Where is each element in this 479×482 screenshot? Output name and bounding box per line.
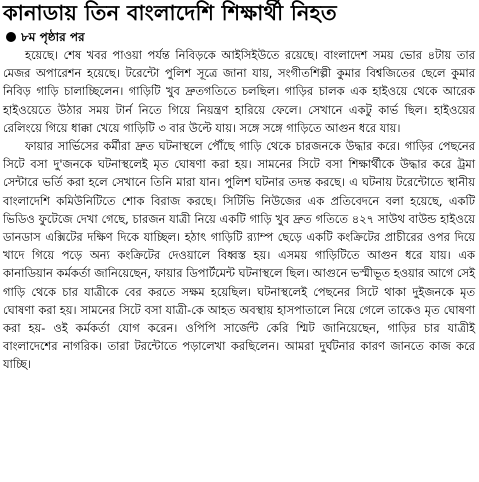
- article-headline: কানাডায় তিন বাংলাদেশি শিক্ষার্থী নিহত: [3, 1, 337, 25]
- continued-from-line: [6, 28, 477, 46]
- article-body: [2, 46, 477, 374]
- article-paragraph: ফায়ার সার্ভিসের কর্মীরা দ্রুত ঘটনাস্থলে পৌঁছে গাড়ি থেকে চারজনকে উদ্ধার করে। গাড়ির পেছনের সিটে বসা দু'জনকে ঘটনাস্থলেই মৃত ঘোষণা করা হয়। সামনের সিটে বসা শিক্ষার্থীকে উদ্ধার করে ট্রমা সেন্টারে ভর্তি করা হলে সেখানে তিনি মারা যান। পুলিশ ঘটনার তদন্ত করছে। এ ঘটনায় টরেন্টোতে স্থানীয় বাংলাদেশি কমিউনিটিতে শোক বিরাজ করছে। সিটিভি নিউজের এক প্রতিবেদনে বলা হয়েছে, একটি ভিডিও ফুটেজে দেখা গেছে, চারজন যাত্রী নিয়ে একটি গাড়ি খুব দ্রুত গতিতে ৪২৭ সাউথ বাউন্ড হাইওয়ে ডানডাস এক্সিটের দক্ষিণ দিকে যাচ্ছিল। হঠাৎ গাড়িটি র‍্যাম্প ছেড়ে একটি কংক্রিটের প্রাচীরের ওপর দিয়ে খাদে গিয়ে পড়ে অন্য কংক্রিটের দেওয়ালে বিধ্বস্ত হয়। এসময় গাড়িটিতে আগুন ধরে যায়। এক কানাডিয়ান কর্মকর্তা জানিয়েছেন, ফায়ার ডিপার্টমেন্ট ঘটনাস্থলে ছিল। আগুনে ভস্মীভূত হওয়ার আগে সেই গাড়ি থেকে চার যাত্রীকে বের করতে সক্ষম হয়েছিল। ঘটনাস্থলেই পেছনের সিটে থাকা দুইজনকে মৃত ঘোষণা করা হয়। সামনের সিটে বসা যাত্রী-কে আহত অবস্থায় হাসপাতালে নিয়ে গেলে তাকেও মৃত ঘোষণা করা হয়- ওই কর্মকর্তা যোগ করেন। ওপিপি সার্জেন্ট কেরি শ্মিট জানিয়েছেন, গাড়ির চার যাত্রীই বাংলাদেশের নাগরিক। তারা টরন্টোতে পড়ালেখা করছিলেন। আমরা দুর্ঘটনার কারণ জানতে কাজ করে যাচ্ছি।: [3, 139, 475, 372]
- continued-from-label: ৮ম পৃষ্ঠার পর: [21, 30, 85, 44]
- news-article: [2, 0, 477, 482]
- article-paragraph: হয়েছে। শেষ খবর পাওয়া পর্যন্ত নিবিড়কে আইসিইউতে রয়েছে। বাংলাদেশ সময় ভোর ৪টায় তার মেজর অপারেশন হয়েছে। টরেন্টো পুলিশ সূত্রে জানা যায়, সংগীতশিল্পী কুমার বিশ্বজিতের ছেলে কুমার নিবিড় গাড়ি চালাচ্ছিলেন। গাড়িটি খুব দ্রুতগতিতে চলছিল। গাড়ির চালক এক হাইওয়ে থেকে আরেক হাইওয়েতে উঠার সময় টার্ন নিতে গিয়ে নিয়ন্ত্রণ হারিয়ে ফেলে। সেখানে একটু কার্ভ ছিল। হাইওয়ের রেলিংয়ে গিয়ে ধাক্কা খেয়ে গাড়িটি ৩ বার উল্টে যায়। সঙ্গে সঙ্গে গাড়িতে আগুন ধরে যায়।: [3, 48, 475, 135]
- bullet-icon: [6, 32, 16, 42]
